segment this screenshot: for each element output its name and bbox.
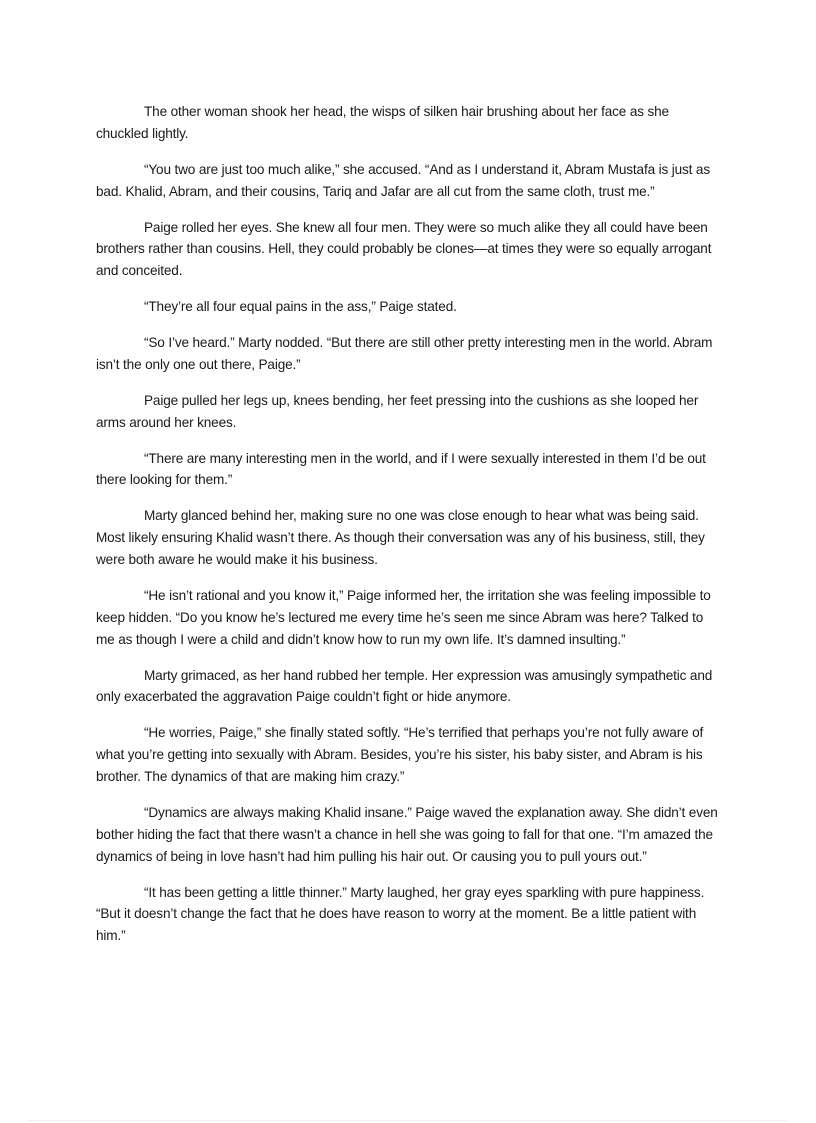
paragraph: Paige pulled her legs up, knees bending, her feet pressing into the cushions as she looped her arms around her knees. bbox=[96, 392, 699, 430]
page-bottom-divider bbox=[28, 1120, 788, 1121]
paragraph: “They’re all four equal pains in the ass,” Paige stated. bbox=[144, 299, 457, 315]
paragraph: “Dynamics are always making Khalid insane.” Paige waved the explanation away. She didn’t even bother hiding the fact that there wasn’t a chance in hell she was going to fall for that one. “I’m amazed the dynamics of being in love hasn’t had him pulling his hair out. Or causing you to pull yours out.” bbox=[96, 804, 718, 864]
paragraph: Paige rolled her eyes. She knew all four men. They were so much alike they all could have been brothers rather than cousins. Hell, they could probably be clones—at times they were so equally arrogant and conceited. bbox=[96, 219, 712, 279]
paragraph: “It has been getting a little thinner.” Marty laughed, her gray eyes sparkling with pure happiness. “But it doesn’t change the fact that he does have reason to worry at the moment. Be a little patient with him.” bbox=[96, 884, 705, 944]
text-body bbox=[96, 101, 722, 961]
paragraph: “You two are just too much alike,” she accused. “And as I understand it, Abram Mustafa is just as bad. Khalid, Abram, and their cousins, Tariq and Jafar are all cut from the same cloth, trust me.” bbox=[96, 161, 710, 199]
paragraph: “He isn’t rational and you know it,” Paige informed her, the irritation she was feeling impossible to keep hidden. “Do you know he’s lectured me every time he’s seen me since Abram was here? Talked to me as though I were a child and didn’t know how to run my own life. It’s damned insulting.” bbox=[96, 588, 711, 647]
paragraph: Marty glanced behind her, making sure no one was close enough to hear what was being said. Most likely ensuring Khalid wasn’t there. As though their conversation was any of his business, still, they were both aware he would make it his business. bbox=[96, 508, 705, 568]
paragraph: Marty grimaced, as her hand rubbed her temple. Her expression was amusingly sympathetic and only exacerbated the aggravation Paige couldn’t fight or hide anymore. bbox=[96, 667, 713, 705]
paragraph: “So I’ve heard.” Marty nodded. “But there are still other pretty interesting men in the world. Abram isn’t the only one out there, Paige.” bbox=[96, 335, 713, 372]
paragraph: “He worries, Paige,” she finally stated softly. “He’s terrified that perhaps you’re not fully aware of what you’re getting into sexually with Abram. Besides, you’re his sister, his baby sister, and Abram is his brother. The dynamics of that are making him crazy.” bbox=[96, 725, 704, 784]
paragraph: The other woman shook her head, the wisps of silken hair brushing about her face as she chuckled lightly. bbox=[96, 104, 669, 141]
paragraph: “There are many interesting men in the world, and if I were sexually interested in them I’d be out there looking for them.” bbox=[96, 450, 706, 488]
